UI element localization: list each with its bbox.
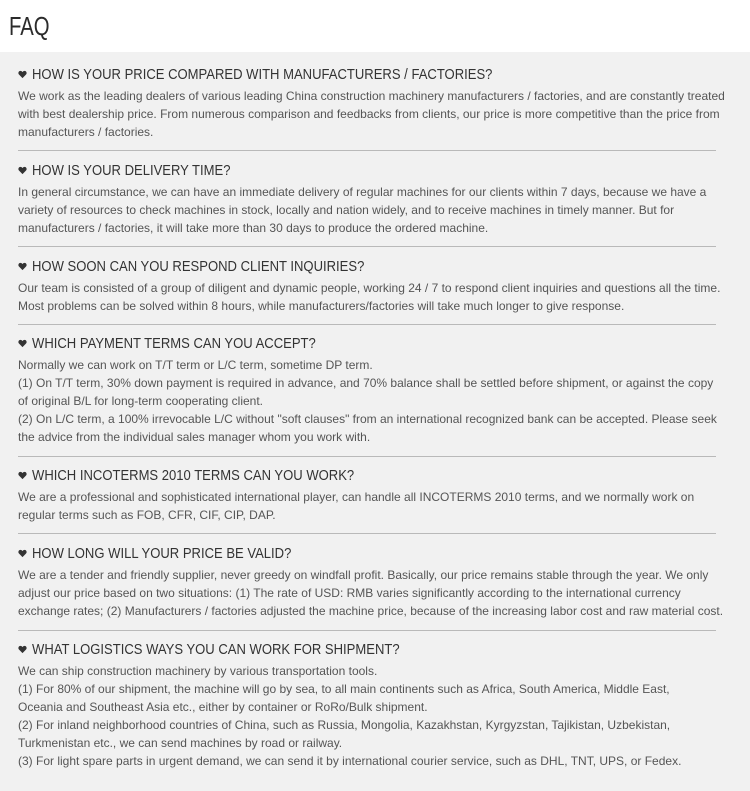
answer-line: exchange rates; (2) Manufacturers / factories adjusted the machine price, because of the increasing labor cost and raw material cost.	[18, 604, 724, 618]
answer-line: manufacturers / factories, it will take more than 30 days to produce the ordered machine.	[18, 221, 489, 235]
heart-icon	[18, 471, 27, 480]
faq-divider	[18, 324, 716, 325]
faq-divider	[18, 246, 716, 247]
heart-icon	[18, 262, 27, 271]
heart-icon	[18, 339, 27, 348]
answer-line: of original B/L for long-term cooperating client.	[18, 394, 264, 408]
faq-answer	[18, 566, 724, 620]
answer-line: Oceania and Southeast Asia etc., either by container or RoRo/Bulk shipment.	[18, 700, 428, 714]
faq-answer	[18, 183, 720, 237]
faq-question-row	[18, 257, 720, 277]
heart-icon	[18, 166, 27, 175]
faq-question-row	[18, 161, 720, 181]
page-title: FAQ	[9, 11, 50, 41]
faq-divider	[18, 630, 716, 631]
answer-line: (1) For 80% of our shipment, the machine will go by sea, to all main continents such as Africa, South America, Middle East,	[18, 682, 670, 696]
answer-line: regular terms such as FOB, CFR, CIF, CIP, DAP.	[18, 508, 276, 522]
faq-item	[18, 466, 720, 524]
answer-line: Most problems can be solved within 8 hours, while manufacturers/factories will take much longer to give response.	[18, 299, 625, 313]
answer-line: We are a tender and friendly supplier, never greedy on windfall profit. Basically, our price remains stable through the year. We only	[18, 568, 709, 582]
answer-line: (3) For light spare parts in urgent demand, we can send it by international courier service, such as DHL, TNT, UPS, or Fedex.	[18, 754, 682, 768]
faq-item	[18, 544, 724, 620]
faq-answer	[18, 279, 720, 315]
heart-icon	[18, 70, 27, 79]
heart-icon	[18, 549, 27, 558]
faq-divider	[18, 150, 716, 151]
answer-line: We can ship construction machinery by various transportation tools.	[18, 664, 378, 678]
faq-question: WHICH INCOTERMS 2010 TERMS CAN YOU WORK?	[32, 468, 355, 484]
answer-line: In general circumstance, we can have an immediate delivery of regular machines for our clients within 7 days, because we have a	[18, 185, 707, 199]
faq-divider	[18, 533, 716, 534]
answer-line: Our team is consisted of a group of diligent and dynamic people, working 24 / 7 to respond client inquiries and questions all the time.	[18, 281, 721, 295]
faq-question-row	[18, 65, 720, 85]
answer-line: (1) On T/T term, 30% down payment is required in advance, and 70% balance shall be settled before shipment, or against the copy	[18, 376, 714, 390]
faq-question-row	[18, 466, 720, 486]
heart-icon	[18, 645, 27, 654]
answer-line: adjust our price based on two situations: (1) The rate of USD: RMB varies significantly according to the international currency	[18, 586, 681, 600]
faq-answer	[18, 356, 720, 446]
faq-item	[18, 640, 720, 770]
faq-answer	[18, 87, 725, 141]
faq-question: HOW LONG WILL YOUR PRICE BE VALID?	[32, 546, 292, 562]
faq-answer	[18, 488, 720, 524]
faq-divider	[18, 456, 716, 457]
faq-question-row	[18, 334, 720, 354]
answer-line: manufacturers / factories.	[18, 125, 154, 139]
answer-line: We work as the leading dealers of various leading China construction machinery manufacturers / factories, and are constantly treated	[18, 89, 725, 103]
answer-line: (2) On L/C term, a 100% irrevocable L/C without "soft clauses" from an international recognized bank can be accepted. Please seek	[18, 412, 717, 426]
answer-line: (2) For inland neighborhood countries of China, such as Russia, Mongolia, Kazakhstan, Kyrgyzstan, Tajikistan, Uzbekistan,	[18, 718, 671, 732]
answer-line: Normally we can work on T/T term or L/C term, sometime DP term.	[18, 358, 373, 372]
answer-line: with best dealership price. From numerous comparison and feedbacks from clients, our price is more competitive than the price from	[18, 107, 720, 121]
faq-item	[18, 257, 720, 315]
faq-answer	[18, 662, 720, 770]
faq-question-row	[18, 640, 720, 660]
answer-line: the advice from the individual sales manager whom you work with.	[18, 430, 371, 444]
faq-item	[18, 161, 720, 237]
faq-question: HOW IS YOUR DELIVERY TIME?	[32, 163, 231, 179]
faq-question: HOW IS YOUR PRICE COMPARED WITH MANUFACTURERS / FACTORIES?	[32, 67, 493, 83]
answer-line: variety of resources to check machines in stock, locally and nation widely, and to receive machines in timely manner. But for	[18, 203, 675, 217]
answer-line: We are a professional and sophisticated international player, can handle all INCOTERMS 2010 terms, and we normally work on	[18, 490, 695, 504]
faq-question: WHAT LOGISTICS WAYS YOU CAN WORK FOR SHIPMENT?	[32, 642, 400, 658]
answer-line: Turkmenistan etc., we can send machines by road or railway.	[18, 736, 343, 750]
faq-question-row	[18, 544, 720, 564]
faq-item	[18, 65, 725, 141]
faq-question: WHICH PAYMENT TERMS CAN YOU ACCEPT?	[32, 336, 316, 352]
faq-item	[18, 334, 720, 446]
page-header	[0, 0, 750, 52]
faq-question: HOW SOON CAN YOU RESPOND CLIENT INQUIRIES?	[32, 259, 365, 275]
